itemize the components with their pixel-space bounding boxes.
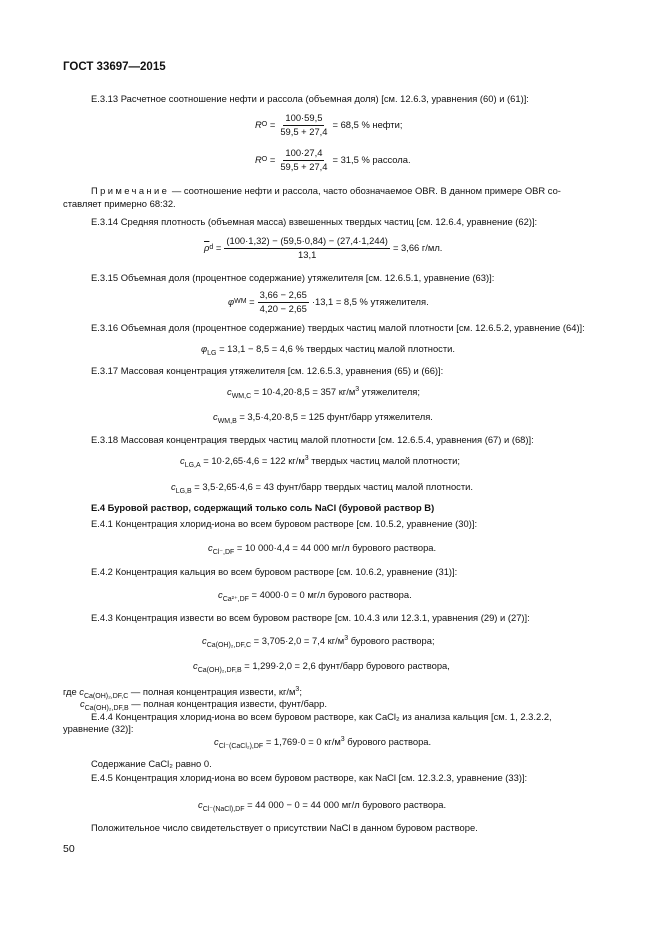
e43-where-2: $c_{Ca(OH)_2,DF,B}$ — полная концентрация извести, фунт/барр. — [80, 698, 327, 712]
e315-equation: φ WM = $\frac{3,66 - 2,65}{4,20 - 2,65}$ ·13,1 = 8,5 % утяжелителя. — [228, 289, 429, 314]
note-line-1: Примечание — соотношение нефти и рассола, часто обозначаемое OBR. В данном примере OBR со- — [91, 185, 561, 196]
e42-text: Е.4.2 Концентрация кальция во всем буровом растворе [см. 10.6.2, уравнение (31)]: — [91, 566, 458, 577]
document-header: ГОСТ 33697—2015 — [63, 61, 166, 73]
e317-equation-1: $c_{WM,C} = 10\cdot 4,20\cdot 8,5 = 357$ $кг/м^3$ утяжелителя; — [227, 385, 420, 400]
e313-equation-1: R O = $\frac{100\cdot 59,5}{59,5 + 27,4}$ = 68,5 % нефти; — [255, 112, 403, 137]
e318-equation-2: $c_{LG,B} = 3,5\cdot 2,65\cdot 4,6 = 43$ фунт/барр твердых частиц малой плотности. — [171, 481, 473, 495]
e314-text: Е.3.14 Средняя плотность (объемная масса) взвешенных твердых частиц [см. 12.6.4, уравнение (62)]: — [91, 216, 538, 227]
e313-equation-2: R O = $\frac{100\cdot 27,4}{59,5 + 27,4}$ = 31,5 % рассола. — [255, 147, 411, 172]
page-number: 50 — [63, 843, 75, 855]
e43-equation-1: $c_{Ca(OH)_2,DF,C} = 3,705\cdot 2,0 = 7,4$ $кг/м^3$ бурового раствора; — [202, 634, 435, 649]
e318-text: Е.3.18 Массовая концентрация твердых частиц малой плотности [см. 12.6.5.4, уравнения (67) и (68)]: — [91, 434, 534, 445]
e313-text: Е.3.13 Расчетное соотношение нефти и рассола (объемная доля) [см. 12.6.3, уравнения (60) и (61)]: — [91, 93, 529, 104]
conclusion-text: Положительное число свидетельствует о присутствии NaCl в данном буровом растворе. — [91, 822, 478, 833]
e317-text: Е.3.17 Массовая концентрация утяжелителя [см. 12.6.5.3, уравнения (65) и (66)]: — [91, 365, 444, 376]
e43-text: Е.4.3 Концентрация извести во всем буровом растворе [см. 10.4.3 или 12.3.1, уравнения (29) и (27)]: — [91, 612, 530, 623]
e41-text: Е.4.1 Концентрация хлорид-иона во всем буровом растворе [см. 10.5.2, уравнение (30)]: — [91, 518, 478, 529]
e44-line-1: Е.4.4 Концентрация хлорид-иона во всем буровом растворе, как CaCl₂ из анализа кальция [см. 1, 2.3.2.2, — [91, 711, 552, 722]
e43-equation-2: $c_{Ca(OH)_2,DF,B} = 1,299\cdot 2,0 = 2,6$ фунт/барр бурового раствора, — [193, 660, 450, 674]
e317-equation-2: $c_{WM,B} = 3,5\cdot 4,20\cdot 8,5 = 125$ фунт/барр утяжелителя. — [213, 411, 433, 425]
e45-equation: $c_{Cl^-(NaCl),DF} = 44$ 000 − 0 = 44 000 мг/л бурового раствора. — [198, 799, 447, 813]
e43-where-1: где $c_{Ca(OH)_2,DF,C}$ — полная концентрация извести, $кг/м^3$; — [63, 685, 302, 700]
e4-heading: Е.4 Буровой раствор, содержащий только соль NaCl (буровой раствор B) — [91, 502, 435, 513]
e318-equation-1: $c_{LG,A} = 10\cdot 2,65\cdot 4,6 = 122$ $кг/м^3$ твердых частиц малой плотности; — [180, 454, 460, 469]
e44-equation: $c_{Cl^-(CaCl_2),DF} = 1,769\cdot 0 = 0$ $кг/м^3$ бурового раствора. — [214, 735, 432, 750]
e45-text: Е.4.5 Концентрация хлорид-иона во всем буровом растворе, как NaCl [см. 12.3.2.3, уравнение (33)]: — [91, 772, 528, 783]
e314-equation: $\overline{\rho}$ d = $\frac{(100\cdot 1,32) - (59,5\cdot 0,84) - (27,4\cdot 1,244)}{13,1}$ = 3,66 г/мл. — [204, 235, 443, 260]
e44-line-2: уравнение (32)]: — [63, 723, 134, 734]
e42-equation: $c_{Ca^{2+},DF} = 4000\cdot 0 = 0$ мг/л бурового раствора. — [218, 589, 412, 603]
e316-equation: $\varphi_{LG} = 13,1 - 8,5 = 4,6$ % твердых частиц малой плотности. — [201, 343, 456, 357]
e44-after: Содержание CaCl₂ равно 0. — [91, 758, 212, 769]
note-line-2: ставляет примерно 68:32. — [63, 198, 176, 209]
e316-text: Е.3.16 Объемная доля (процентное содержание) твердых частиц малой плотности [см. 12.6.5.2, уравнение (64)]: — [91, 322, 585, 333]
e41-equation: $c_{Cl^-,DF} = 10$ 000·4,4 = 44 000 мг/л бурового раствора. — [208, 542, 437, 556]
e315-text: Е.3.15 Объемная доля (процентное содержание) утяжелителя [см. 12.6.5.1, уравнение (63)]: — [91, 272, 495, 283]
